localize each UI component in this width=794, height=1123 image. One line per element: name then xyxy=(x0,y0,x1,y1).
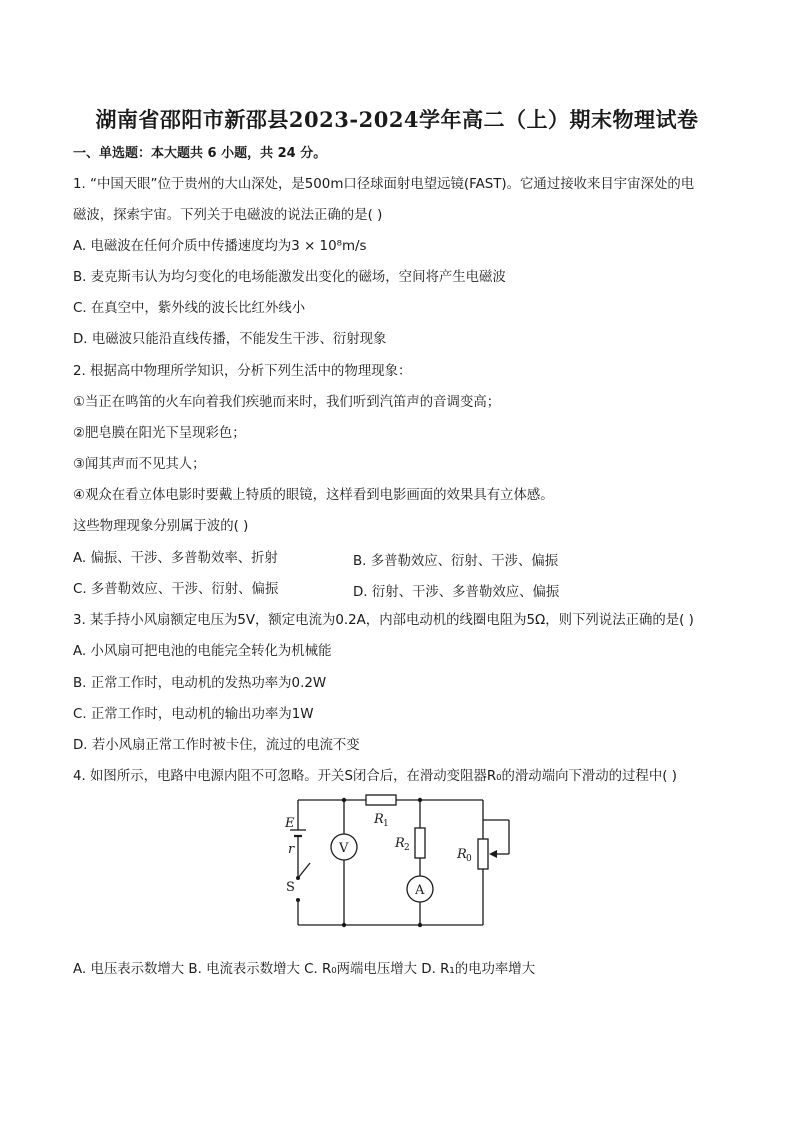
q2-item-1: ①当正在鸣笛的火车向着我们疾驰而来时，我们听到汽笛声的音调变高； xyxy=(73,395,501,410)
q2-item-3: ③闻其声而不见其人； xyxy=(73,457,206,472)
voltmeter-label: V xyxy=(339,841,349,856)
switch-blade xyxy=(298,863,310,878)
q2-stem: 2. 根据高中物理所学知识，分析下列生活中的物理现象： xyxy=(73,364,412,379)
resistor-r1 xyxy=(366,795,396,805)
q3-option-a: A. 小风扇可把电池的电能完全转化为机械能 xyxy=(73,644,332,659)
switch-contact xyxy=(296,898,300,902)
q1-option-d: D. 电磁波只能沿直线传播，不能发生干涉、衍射现象 xyxy=(73,332,387,347)
q2-option-d: D. 衍射、干涉、多普勒效应、偏振 xyxy=(353,585,560,600)
label-r1-sub: 1 xyxy=(383,819,389,829)
q1-option-a: A. 电磁波在任何介质中传播速度均为3 × 10⁸m/s xyxy=(73,239,367,254)
rheostat-r0 xyxy=(478,839,488,869)
resistor-r2 xyxy=(415,828,425,858)
section-heading: 一、单选题：本大题共 6 小题，共 24 分。 xyxy=(73,146,327,161)
q1-stem-line1: 1. “中国天眼”位于贵州的大山深处，是500m口径球面射电望远镜(FAST)。它通过接收来目宇宙深处的电 xyxy=(73,177,695,192)
q3-option-b: B. 正常工作时，电动机的发热功率为0.2W xyxy=(73,676,327,691)
label-emf: E xyxy=(285,816,295,831)
label-r1: R xyxy=(374,812,384,827)
q1-stem-line2: 磁波，探索宇宙。下列关于电磁波的说法正确的是( ) xyxy=(73,208,383,223)
q2-ask: 这些物理现象分别属于波的( ) xyxy=(73,519,249,534)
q1-option-b: B. 麦克斯韦认为均匀变化的电场能激发出变化的磁场，空间将产生电磁波 xyxy=(73,270,506,285)
q3-option-c: C. 正常工作时，电动机的输出功率为1W xyxy=(73,707,314,722)
ammeter-label: A xyxy=(415,883,425,898)
q3-option-d: D. 若小风扇正常工作时被卡住，流过的电流不变 xyxy=(73,738,360,753)
label-switch: S xyxy=(286,880,295,895)
junction-dot xyxy=(342,798,346,802)
junction-dot xyxy=(342,923,346,927)
q2-item-2: ②肥皂膜在阳光下呈现彩色； xyxy=(73,426,246,441)
page-title: 湖南省邵阳市新邵县2023-2024学年高二（上）期末物理试卷 xyxy=(95,107,699,132)
q2-option-b: B. 多普勒效应、衍射、干涉、偏振 xyxy=(353,554,559,569)
q2-item-4: ④观众在看立体电影时要戴上特质的眼镜，这样看到电影画面的效果具有立体感。 xyxy=(73,488,554,503)
label-r0: R xyxy=(457,847,467,862)
q2-option-a: A. 偏振、干涉、多普勒效率、折射 xyxy=(73,551,278,566)
label-r2: R xyxy=(395,836,405,851)
slider-arrow xyxy=(489,850,497,858)
q1-option-c: C. 在真空中，紫外线的波长比红外线小 xyxy=(73,301,306,316)
junction-dot xyxy=(418,798,422,802)
label-r2-sub: 2 xyxy=(404,843,410,853)
circuit-diagram xyxy=(276,790,536,932)
q2-option-c: C. 多普勒效应、干涉、衍射、偏振 xyxy=(73,582,279,597)
junction-dot xyxy=(418,923,422,927)
q4-stem: 4. 如图所示，电路中电源内阻不可忽略。开关S闭合后，在滑动变阻器R₀的滑动端向下滑动的过程中( ) xyxy=(73,769,677,784)
q3-stem: 3. 某手持小风扇额定电压为5V，额定电流为0.2A，内部电动机的线圈电阻为5Ω，则下列说法正确的是( ) xyxy=(73,613,694,628)
switch-contact xyxy=(296,876,300,880)
label-r0-sub: 0 xyxy=(466,854,472,864)
q4-options: A. 电压表示数增大 B. 电流表示数增大 C. R₀两端电压增大 D. R₁的电功率增大 xyxy=(73,962,536,977)
label-internal-resistance: r xyxy=(288,842,295,857)
